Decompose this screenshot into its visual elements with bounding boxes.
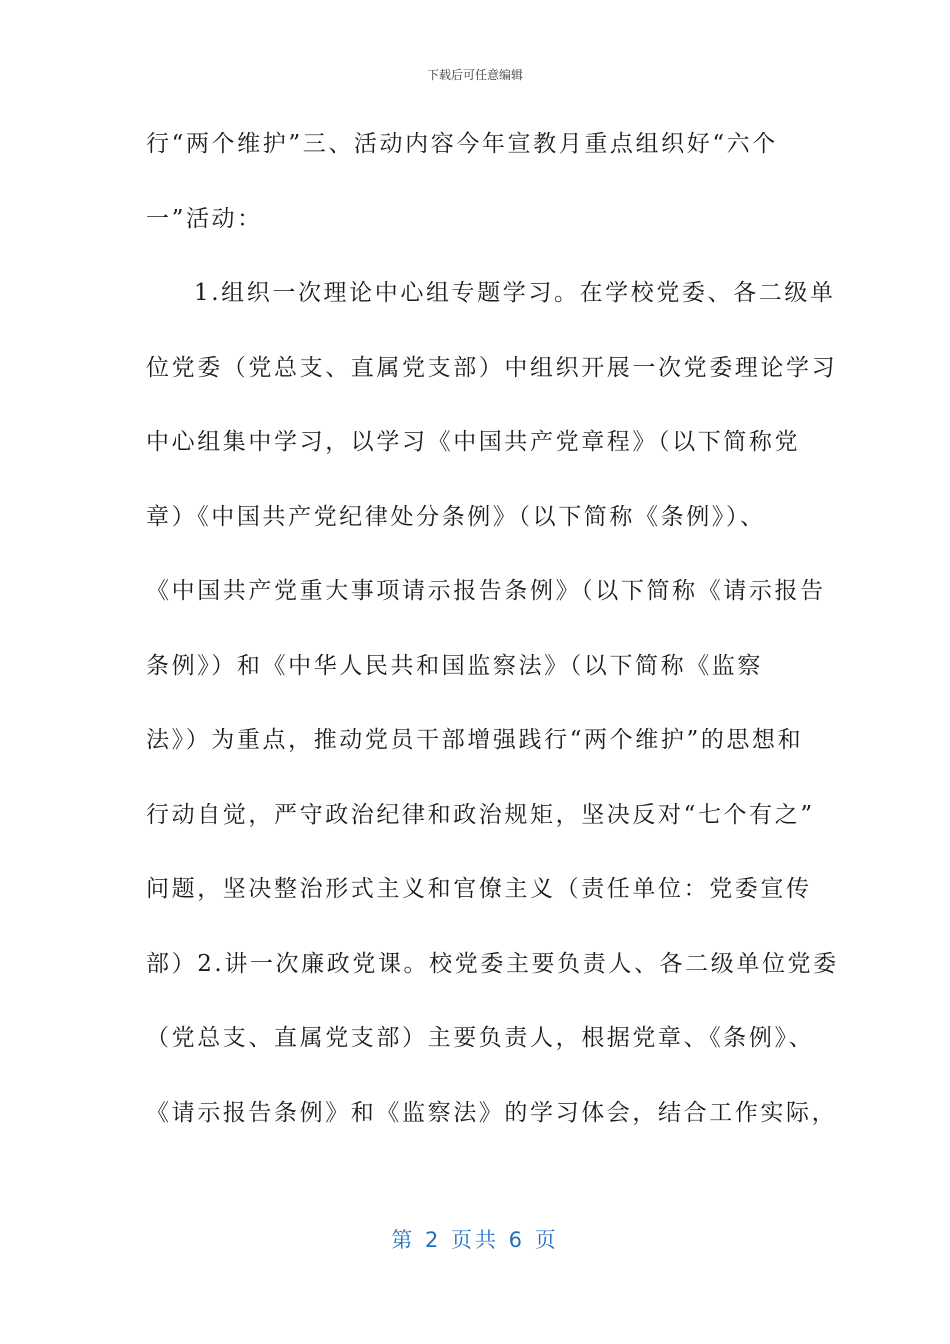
text-line: 1.组织一次理论中心组专题学习。在学校党委、各二级单 [194, 280, 836, 306]
text-line: 一”活动： [146, 205, 263, 232]
text-line: 部）2.讲一次廉政党课。校党委主要负责人、各二级单位党委 [146, 950, 839, 977]
page-header: 下载后可任意编辑 [426, 68, 523, 82]
document-body [146, 122, 839, 1165]
text-line: 行动自觉，严守政治纪律和政治规矩，坚决反对“七个有之” [146, 801, 815, 828]
text-line: 中心组集中学习，以学习《中国共产党章程》（以下简称党 [146, 429, 801, 455]
text-line: 法》）为重点，推动党员干部增强践行“两个维护”的思想和 [146, 727, 804, 753]
text-line: 章）《中国共产党纪律处分条例》（以下简称《条例》）、 [146, 503, 766, 530]
text-line: 行“两个维护”三、活动内容今年宣教月重点组织好“六个 [146, 131, 778, 157]
page-number-footer: 第 2 页共 6 页 [391, 1228, 559, 1252]
text-line: 问题，坚决整治形式主义和官僚主义（责任单位：党委宣传 [146, 876, 812, 902]
text-line: 位党委（党总支、直属党支部）中组织开展一次党委理论学习 [146, 354, 838, 381]
text-line: 条例》）和《中华人民共和国监察法》（以下简称《监察 [146, 652, 763, 679]
text-line: 《请示报告条例》和《监察法》的学习体会，结合工作实际， [146, 1099, 838, 1126]
text-line: （党总支、直属党支部）主要负责人，根据党章、《条例》、 [146, 1025, 815, 1051]
text-line: 《中国共产党重大事项请示报告条例》（以下简称《请示报告 [146, 578, 826, 604]
